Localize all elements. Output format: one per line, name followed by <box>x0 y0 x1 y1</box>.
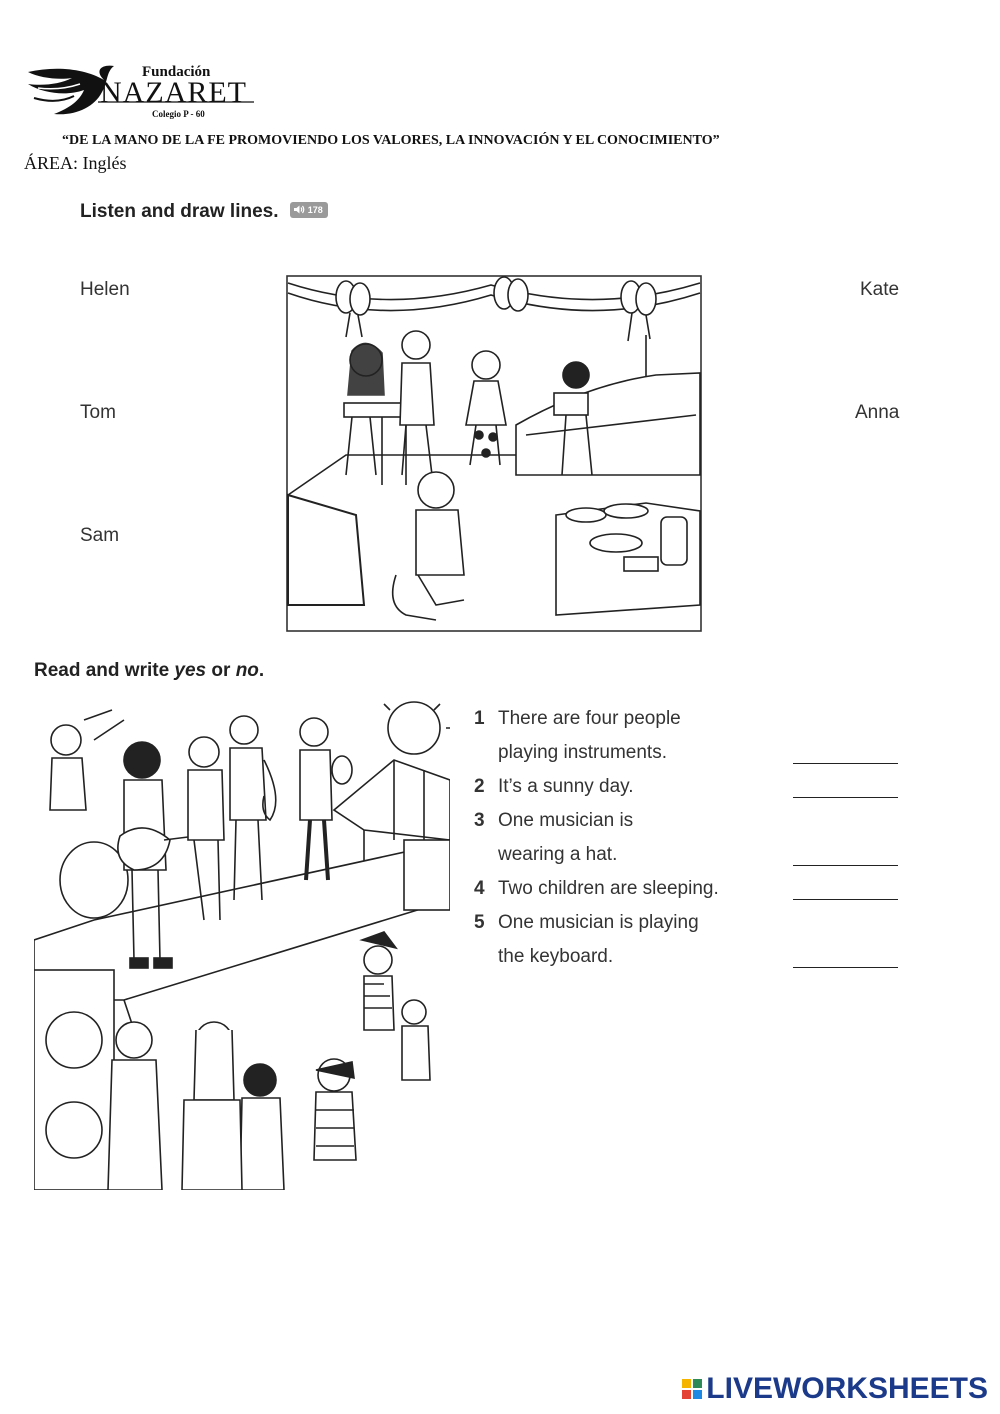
question-2-number: 2 <box>474 776 485 797</box>
question-4-text-a: Two children are sleeping. <box>498 878 719 899</box>
question-1-line-2: playing instruments. <box>498 742 667 763</box>
logo-school-code: Colegio P - 60 <box>152 109 205 119</box>
question-1-number: 1 <box>474 708 485 729</box>
listen-section-title <box>80 201 328 223</box>
concert-illustration <box>34 700 450 1190</box>
question-3-text-a: One musician is <box>498 810 634 831</box>
name-anna[interactable]: Anna <box>855 402 900 423</box>
speaker-icon <box>293 204 305 215</box>
question-2-line-1 <box>474 776 634 798</box>
question-3-line-1 <box>474 810 633 832</box>
listen-title-text: Listen and draw lines. <box>80 201 279 222</box>
logo-name-text: NAZARET <box>100 76 247 109</box>
name-sam[interactable]: Sam <box>80 525 120 546</box>
answer-line-5[interactable] <box>793 967 898 968</box>
question-3-line-2: wearing a hat. <box>498 844 618 865</box>
logo-square-blue <box>693 1390 702 1399</box>
question-1-text-a: There are four people <box>498 708 681 729</box>
question-3-number: 3 <box>474 810 485 831</box>
answer-line-3[interactable] <box>793 865 898 866</box>
logo-square-red <box>682 1390 691 1399</box>
name-helen[interactable]: Helen <box>80 279 130 300</box>
read-title-end: . <box>258 660 265 681</box>
logo-square-yellow <box>682 1379 691 1388</box>
read-write-section-title <box>34 660 264 682</box>
question-1-line-1 <box>474 708 681 730</box>
answer-line-1[interactable] <box>793 763 898 764</box>
read-title-mid: or <box>206 660 236 681</box>
audio-track-number: 178 <box>307 204 323 215</box>
question-4-line-1 <box>474 878 719 900</box>
brand-text: LIVEWORKSHEETS <box>706 1372 988 1405</box>
question-2-text-a: It’s a sunny day. <box>498 776 634 797</box>
name-kate[interactable]: Kate <box>860 279 900 300</box>
question-5-number: 5 <box>474 912 485 933</box>
subject-area: ÁREA: Inglés <box>24 153 127 173</box>
answer-line-2[interactable] <box>793 797 898 798</box>
name-tom[interactable]: Tom <box>80 402 116 423</box>
question-4-number: 4 <box>474 878 485 899</box>
liveworksheets-brand[interactable] <box>682 1372 988 1406</box>
logo-foundation-text: Fundación <box>142 64 211 80</box>
audio-play-button[interactable] <box>290 202 328 218</box>
read-title-pre: Read and write <box>34 660 175 681</box>
answer-line-4[interactable] <box>793 899 898 900</box>
question-5-line-1 <box>474 912 699 934</box>
logo-square-green <box>693 1379 702 1388</box>
question-5-line-2: the keyboard. <box>498 946 614 967</box>
liveworksheets-logo-icon <box>682 1379 702 1399</box>
school-motto: “DE LA MANO DE LA FE PROMOVIENDO LOS VALORES, LA INNOVACIÓN Y EL CONOCIMIENTO” <box>62 133 720 148</box>
party-illustration <box>286 275 702 632</box>
read-title-no: no <box>235 660 259 681</box>
question-5-text-a: One musician is playing <box>498 912 699 933</box>
read-title-yes: yes <box>174 660 207 681</box>
